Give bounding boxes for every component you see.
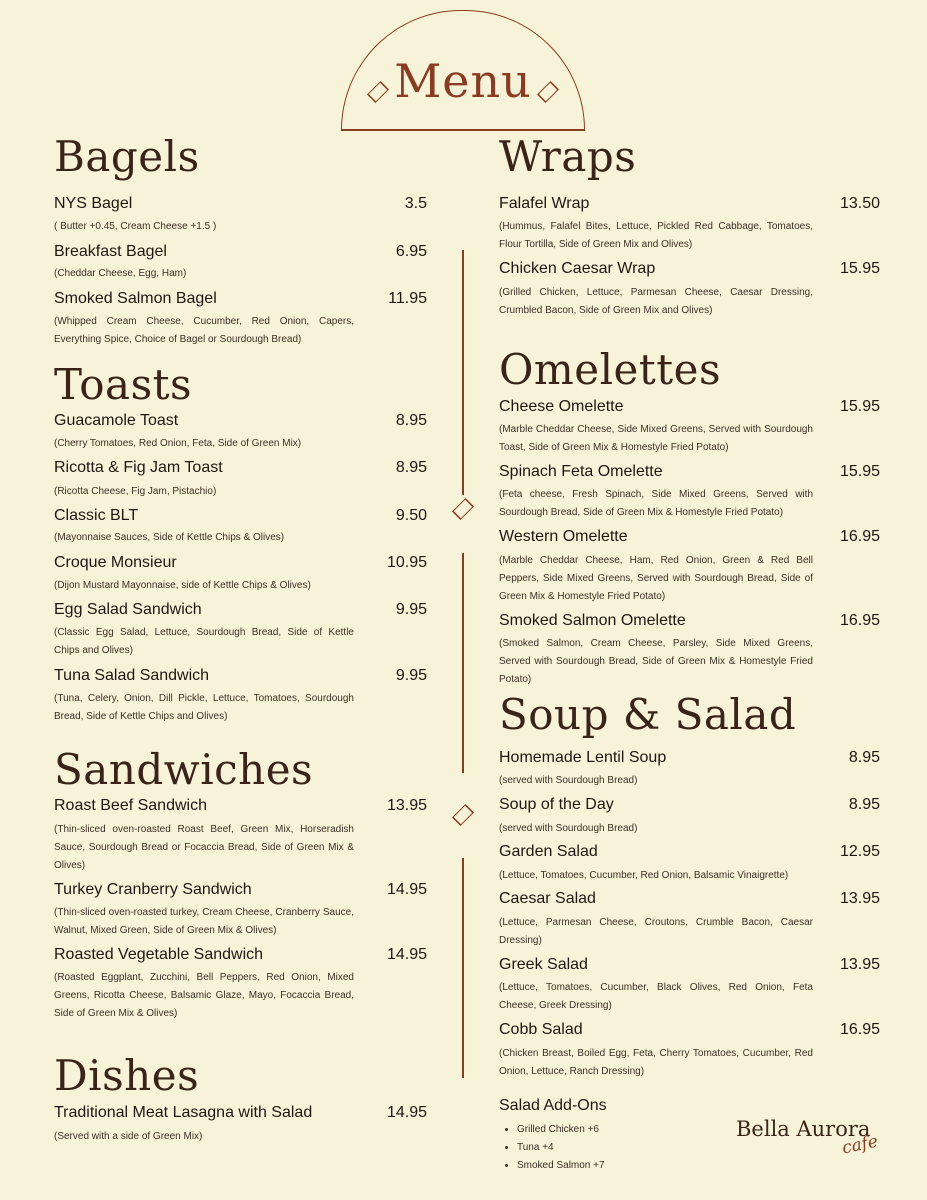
item-price: 13.95 (386, 797, 427, 814)
item-price: 16.95 (839, 528, 880, 545)
item-price: 8.95 (395, 459, 427, 476)
item-price: 16.95 (839, 612, 880, 629)
item-desc: (Dijon Mustard Mayonnaise, side of Kettle Chips & Olives) (54, 580, 311, 591)
divider-line (462, 553, 464, 773)
brand-logo: Bella Aurora (736, 1117, 871, 1141)
section-title-omelettes: Omelettes (499, 345, 722, 394)
section-title-wraps: Wraps (499, 132, 637, 181)
item-name: Guacamole Toast (54, 412, 179, 429)
item-price: 9.95 (395, 601, 427, 618)
item-name: Roasted Vegetable Sandwich (54, 946, 264, 963)
item-name: Smoked Salmon Bagel (54, 290, 217, 307)
item-price: 3.5 (404, 195, 427, 212)
item-name: Homemade Lentil Soup (499, 749, 667, 766)
divider-line (462, 858, 464, 1078)
item-desc: (Chicken Breast, Boiled Egg, Feta, Cherry Tomatoes, Cucumber, Red Onion, Lettuce, Ranch Dressing) (499, 1048, 813, 1077)
addons-title: Salad Add-Ons (499, 1097, 607, 1114)
item-desc: (served with Sourdough Bread) (499, 775, 638, 786)
item-price: 11.95 (388, 290, 427, 307)
item-price: 15.95 (839, 463, 880, 480)
item-desc: (Lettuce, Parmesan Cheese, Croutons, Crumble Bacon, Caesar Dressing) (499, 917, 813, 946)
section-title-toasts: Toasts (54, 360, 193, 409)
addon-item: • Tuna +4 (517, 1139, 605, 1157)
item-price: 13.50 (839, 195, 880, 212)
item-name: Traditional Meat Lasagna with Salad (54, 1104, 313, 1121)
item-name: Soup of the Day (499, 796, 614, 813)
item-price: 15.95 (839, 260, 880, 277)
item-name: Roast Beef Sandwich (54, 797, 207, 814)
item-price: 14.95 (386, 881, 427, 898)
item-name: Cobb Salad (499, 1021, 583, 1038)
item-desc: (Hummus, Falafel Bites, Lettuce, Pickled Red Cabbage, Tomatoes, Flour Tortilla, Side of Green Mix and Olives) (499, 221, 813, 250)
item-name: Falafel Wrap (499, 195, 590, 212)
item-price: 8.95 (848, 796, 880, 813)
arch-base-line (341, 129, 585, 131)
item-price: 8.95 (848, 749, 880, 766)
item-desc: (Thin-sliced oven-roasted turkey, Cream Cheese, Cranberry Sauce, Walnut, Mixed Green, Side of Green Mix & Olives) (54, 907, 354, 936)
item-desc: ( Butter +0.45, Cream Cheese +1.5 ) (54, 221, 217, 232)
item-desc: (Mayonnaise Sauces, Side of Kettle Chips & Olives) (54, 532, 285, 543)
item-desc: (Feta cheese, Fresh Spinach, Side Mixed Greens, Served with Sourdough Bread, Side of Green Mix & Homestyle Fried Potato) (499, 489, 813, 518)
item-name: Turkey Cranberry Sandwich (54, 881, 252, 898)
item-desc: (Ricotta Cheese, Fig Jam, Pistachio) (54, 486, 217, 497)
item-name: Ricotta & Fig Jam Toast (54, 459, 223, 476)
item-price: 13.95 (839, 890, 880, 907)
item-price: 14.95 (386, 1104, 427, 1121)
item-desc: (served with Sourdough Bread) (499, 823, 638, 834)
item-name: Croque Monsieur (54, 554, 177, 571)
item-desc: (Marble Cheddar Cheese, Side Mixed Greens, Served with Sourdough Toast, Side of Green Mix & Homestyle Fried Potato) (499, 424, 813, 453)
item-price: 9.50 (395, 507, 427, 524)
item-desc: (Classic Egg Salad, Lettuce, Sourdough Bread, Side of Kettle Chips and Olives) (54, 627, 354, 656)
item-desc: (Tuna, Celery, Onion, Dill Pickle, Lettuce, Tomatoes, Sourdough Bread, Side of Kettle Chips and Olives) (54, 693, 354, 722)
item-name: Greek Salad (499, 956, 588, 973)
item-name: Garden Salad (499, 843, 598, 860)
item-name: Egg Salad Sandwich (54, 601, 202, 618)
item-desc: (Grilled Chicken, Lettuce, Parmesan Cheese, Caesar Dressing, Crumbled Bacon, Side of Green Mix and Olives) (499, 287, 813, 316)
item-name: Caesar Salad (499, 890, 596, 907)
section-title-bagels: Bagels (54, 132, 200, 181)
item-desc: (Roasted Eggplant, Zucchini, Bell Peppers, Red Onion, Mixed Greens, Ricotta Cheese, Balsamic Glaze, Mayo, Focaccia Bread, Side of Green Mix & Olives) (54, 972, 354, 1019)
item-desc: (Served with a side of Green Mix) (54, 1131, 203, 1142)
item-name: Cheese Omelette (499, 398, 624, 415)
item-desc: (Marble Cheddar Cheese, Ham, Red Onion, Green & Red Bell Peppers, Side Mixed Greens, Served with Sourdough Bread, Side of Green Mix & Homestyle Fried Potato) (499, 555, 813, 602)
item-price: 9.95 (395, 667, 427, 684)
item-desc: (Lettuce, Tomatoes, Cucumber, Red Onion, Balsamic Vinaigrette) (499, 870, 789, 881)
item-price: 15.95 (839, 398, 880, 415)
item-desc: (Cherry Tomatoes, Red Onion, Feta, Side of Green Mix) (54, 438, 302, 449)
addon-item: • Smoked Salmon +7 (517, 1157, 605, 1175)
item-price: 6.95 (395, 243, 427, 260)
item-name: Chicken Caesar Wrap (499, 260, 656, 277)
item-price: 13.95 (839, 956, 880, 973)
item-price: 16.95 (839, 1021, 880, 1038)
item-name: NYS Bagel (54, 195, 133, 212)
item-name: Classic BLT (54, 507, 139, 524)
menu-title: Menu (394, 54, 532, 108)
diamond-icon (452, 498, 474, 520)
item-price: 8.95 (395, 412, 427, 429)
divider-line (462, 250, 464, 495)
item-price: 10.95 (386, 554, 427, 571)
section-title-soup-salad: Soup & Salad (499, 690, 797, 739)
item-desc: (Whipped Cream Cheese, Cucumber, Red Onion, Capers, Everything Spice, Choice of Bagel or Sourdough Bread) (54, 316, 354, 345)
item-desc: (Lettuce, Tomatoes, Cucumber, Black Olives, Red Onion, Feta Cheese, Greek Dressing) (499, 982, 813, 1011)
item-name: Tuna Salad Sandwich (54, 667, 210, 684)
item-desc: (Cheddar Cheese, Egg, Ham) (54, 268, 187, 279)
item-name: Breakfast Bagel (54, 243, 167, 260)
brand-logo-sub: cafe (840, 1131, 880, 1159)
item-name: Smoked Salmon Omelette (499, 612, 686, 629)
addon-item: • Grilled Chicken +6 (517, 1121, 605, 1139)
item-name: Western Omelette (499, 528, 628, 545)
section-title-dishes: Dishes (54, 1051, 200, 1100)
item-desc: (Smoked Salmon, Cream Cheese, Parsley, Side Mixed Greens, Served with Sourdough Bread, Side of Green Mix & Homestyle Fried Potato) (499, 638, 813, 685)
item-price: 14.95 (386, 946, 427, 963)
diamond-icon (452, 804, 474, 826)
item-desc: (Thin-sliced oven-roasted Roast Beef, Green Mix, Horseradish Sauce, Sourdough Bread or Focaccia Bread, Side of Green Mix & Olives) (54, 824, 354, 871)
item-price: 12.95 (839, 843, 880, 860)
item-name: Spinach Feta Omelette (499, 463, 663, 480)
section-title-sandwiches: Sandwiches (54, 745, 314, 794)
addons-list (499, 1121, 605, 1175)
